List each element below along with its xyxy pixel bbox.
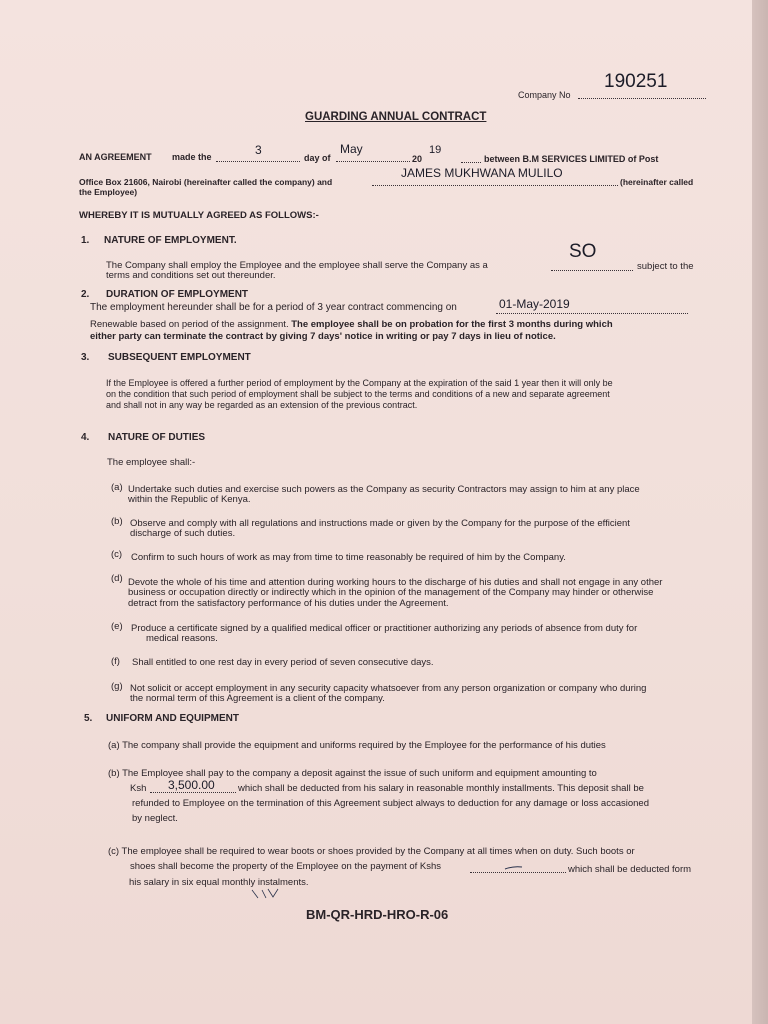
renewable-text: Renewable based on period of the assignment. — [90, 319, 289, 330]
document-code: BM-QR-HRD-HRO-R-06 — [306, 907, 449, 922]
duty-a-line-1: Undertake such duties and exercise such powers as the Company as security Contractors may assign to him at any place — [128, 484, 640, 495]
duty-f-line-1: Shall entitled to one rest day in every period of seven consecutive days. — [132, 657, 434, 668]
section-1-number: 1. — [81, 235, 90, 246]
day-of-label: day of — [304, 153, 331, 163]
section-3-line-3: and shall not in any way be regarded as an extension of the previous contract. — [106, 400, 418, 410]
section-1-title: NATURE OF EMPLOYMENT. — [104, 235, 237, 246]
duty-b-line-1: Observe and comply with all regulations and instructions made or given by the Company for the purpose of the efficient — [130, 518, 630, 529]
section-4-number: 4. — [81, 432, 90, 443]
made-the-label: made the — [172, 152, 212, 162]
duty-g-line-1: Not solicit or accept employment in any security capacity whatsoever from any person organization or company who during — [130, 683, 647, 694]
between-label: between B.M SERVICES LIMITED of Post — [484, 154, 659, 164]
pen-scribble-mark — [252, 889, 278, 898]
section-4-title: NATURE OF DUTIES — [108, 432, 206, 443]
section-5-title: UNIFORM AND EQUIPMENT — [106, 713, 239, 724]
section-4-intro: The employee shall:- — [107, 457, 196, 468]
uniform-clause-b-line-4: by neglect. — [132, 813, 178, 824]
duty-d-line-3: detract from the satisfactory performance of his duties under the Agreement. — [128, 598, 449, 609]
year-prefix: 20 — [412, 154, 423, 164]
subject-to-label: subject to the — [637, 261, 694, 272]
year-value: 19 — [429, 144, 442, 156]
duty-b-line-2: discharge of such duties. — [130, 528, 236, 539]
section-5-number: 5. — [84, 713, 93, 724]
hereinafter-label: (hereinafter called — [620, 177, 694, 187]
section-2-text-c: either party can terminate the contract by giving 7 days' notice in writing or pay 7 days in lieu of notice. — [90, 331, 556, 342]
company-number-value: 190251 — [604, 71, 668, 92]
deposit-amount-value: 3,500.00 — [168, 778, 215, 792]
uniform-clause-c-line-1: (c) The employee shall be required to wear boots or shoes provided by the Company at all times when on duty. Such boots or — [108, 846, 635, 857]
pen-stroke-mark — [505, 867, 522, 869]
section-2-text-a: The employment hereunder shall be for a period of 3 year contract commencing on — [90, 302, 457, 313]
office-box-text: Office Box 21606, Nairobi (hereinafter called the company) and — [79, 177, 333, 187]
section-2-number: 2. — [81, 289, 90, 300]
uniform-clause-b-line-2: which shall be deducted from his salary in reasonable monthly installments. This deposit shall be — [238, 783, 644, 794]
duty-a-label: (a) — [111, 482, 123, 493]
company-number-label: Company No — [518, 90, 571, 100]
section-3-line-1: If the Employee is offered a further period of employment by the Company at the expiration of the said 1 year then it will only be — [106, 378, 613, 388]
duty-d-line-2: business or occupation directly or indirectly which in the opinion of the management of the Company may hinder or otherwise — [128, 587, 654, 598]
section-3-line-2: on the condition that such period of employment shall be subject to the terms and conditions of a new and separate agreement — [106, 389, 610, 399]
agreement-label: AN AGREEMENT — [79, 152, 152, 162]
commencement-date-value: 01-May-2019 — [499, 297, 570, 311]
day-value: 3 — [255, 143, 262, 157]
duty-d-label: (d) — [111, 573, 123, 584]
duty-g-line-2: the normal term of this Agreement is a client of the company. — [130, 693, 385, 704]
document-title: GUARDING ANNUAL CONTRACT — [305, 111, 487, 123]
section-3-title: SUBSEQUENT EMPLOYMENT — [108, 352, 251, 363]
duty-f-label: (f) — [111, 656, 120, 667]
position-value: SO — [569, 241, 597, 262]
duty-a-line-2: within the Republic of Kenya. — [128, 494, 251, 505]
duty-g-label: (g) — [111, 681, 123, 692]
duty-c-line-1: Confirm to such hours of work as may from time to time reasonably be required of him by the Company. — [131, 552, 566, 563]
uniform-clause-c-line-3: his salary in six equal monthly instalments. — [129, 877, 309, 888]
the-employee-label: the Employee) — [79, 187, 138, 197]
uniform-clause-b-line-1: (b) The Employee shall pay to the company a deposit against the issue of such uniform and equipment amounting to — [108, 768, 597, 779]
duty-e-line-2: medical reasons. — [146, 633, 218, 644]
duty-e-label: (e) — [111, 621, 123, 632]
duty-c-label: (c) — [111, 549, 123, 560]
duty-b-label: (b) — [111, 516, 123, 527]
section-2-title: DURATION OF EMPLOYMENT — [106, 289, 249, 300]
employee-name-value: JAMES MUKHWANA MULILO — [401, 166, 563, 180]
uniform-clause-a: (a) The company shall provide the equipment and uniforms required by the Employee for the performance of his duties — [108, 740, 606, 751]
probation-text: The employee shall be on probation for the first 3 months during which — [291, 319, 613, 330]
uniform-clause-c-line-2b: which shall be deducted form — [568, 864, 692, 875]
duty-d-line-1: Devote the whole of his time and attention during working hours to the discharge of his duties and shall not engage in any other — [128, 577, 663, 588]
whereby-heading: WHEREBY IT IS MUTUALLY AGREED AS FOLLOWS:- — [79, 210, 319, 221]
section-1-text-a: The Company shall employ the Employee and the employee shall serve the Company as a — [106, 260, 488, 271]
uniform-clause-c-line-2a: shoes shall become the property of the Employee on the payment of Kshs — [130, 861, 442, 872]
uniform-clause-b-line-3: refunded to Employee on the termination of this Agreement subject always to deduction for any damage or loss accasioned — [132, 798, 649, 809]
ksh-label: Ksh — [130, 783, 147, 794]
section-1-text-b: terms and conditions set out thereunder. — [106, 270, 276, 281]
month-value: May — [340, 142, 363, 156]
section-3-number: 3. — [81, 352, 90, 363]
duty-e-line-1: Produce a certificate signed by a qualified medical officer or practitioner authorizing any periods of absence from duty for — [131, 623, 638, 634]
